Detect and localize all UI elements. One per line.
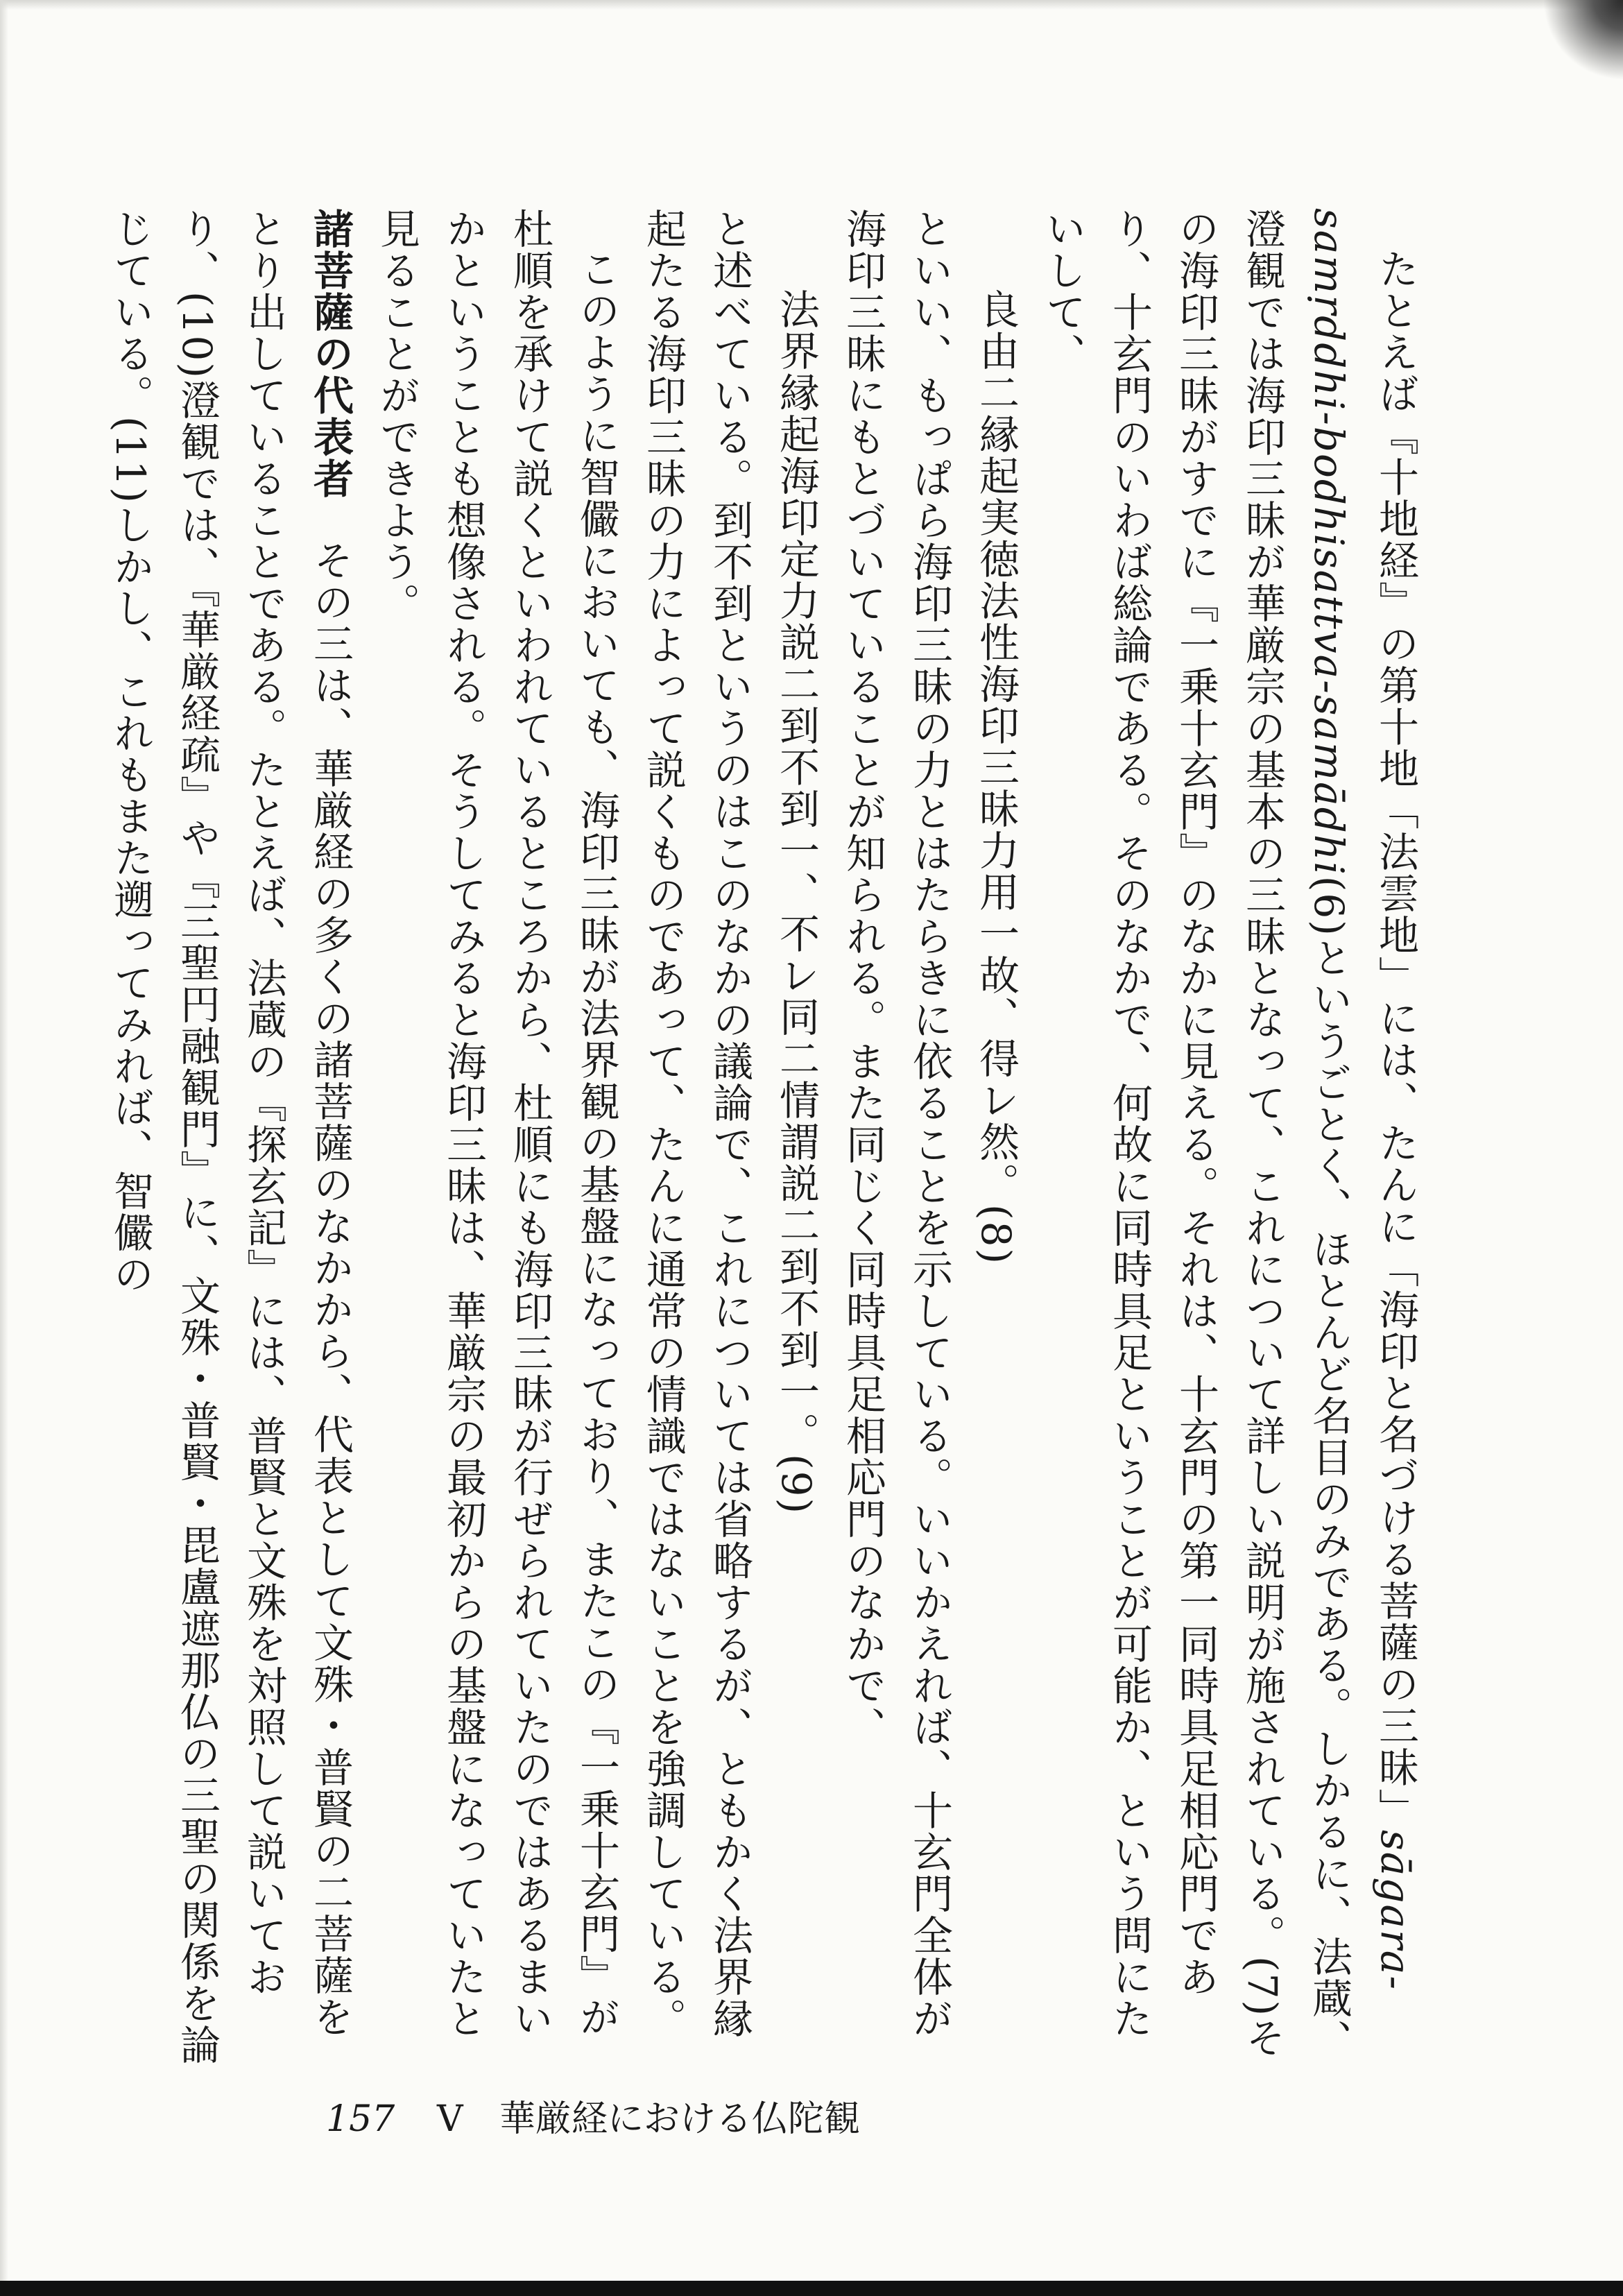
scan-edge-left [0, 0, 8, 2296]
paragraph-5-text: その三は、華厳経の多くの諸菩薩のなかから、代表として文殊・普賢の二菩薩をとり出していることである。たとえば、法蔵の『探玄記』には、普賢と文殊を対照して説いており、(10)澄観では、『華厳経疏』や『三聖円融観門』に、文殊・普賢・毘盧遮那仏の三聖の関係を論じている。(11)しかし、これもまた遡ってみれば、智儼の [107, 208, 354, 2066]
page-number: 157 [326, 2098, 395, 2140]
paragraph-3: と述べている。到不到というのはこのなかの議論で、これについては省略するが、ともかく法界縁起たる海印三昧の力によって説くものであって、たんに通常の情識ではないことを強調している。 [639, 208, 753, 2039]
quotation-2: 法界縁起海印定力説二到不到一、不レ同二情謂説二到不到一。(9) [773, 289, 820, 1516]
paragraph-5 [97, 208, 363, 2067]
scan-bottom-edge [0, 2281, 1623, 2296]
chapter-number: V [437, 2098, 463, 2140]
paragraph-1-text-b: (6)というごとく、ほとんど名目のみである。しかるに、法蔵、澄観では海印三昧が華厳宗の基本の三昧となって、これについて詳しい説明が施されている。(7)その海印三昧がすでに『一乗十玄門』のなかに見える。それは、十玄門の第一同時具足相応門であり、十玄門のいわば総論である。そのなかで、何故に同時具足ということが可能か、という問にたいして、 [1039, 208, 1352, 2061]
section-heading: 諸菩薩の代表者 [307, 208, 354, 499]
paragraph-4: このように智儼においても、海印三昧が法界観の基盤になっており、またこの『一乗十玄門』が杜順を承けて説くといわれているところから、杜順にも海印三昧が行ぜられていたのではあるまいかということも想像される。そうしてみると海印三昧は、華厳宗の最初からの基盤になっていたと見ることができよう。 [373, 208, 620, 2039]
paragraph-2: といい、もっぱら海印三昧の力とはたらきに依ることを示している。いいかえれば、十玄門全体が海印三昧にもとづいていることが知られる。また同じく同時具足相応門のなかで、 [839, 208, 953, 2039]
vertical-text-body [107, 208, 1429, 2067]
paragraph-1 [1029, 208, 1429, 2067]
page-corner-shadow [1526, 0, 1623, 90]
paragraph-1-roman-term: sāgara-samṛddhi-bodhisattva-samādhi [1305, 208, 1419, 1991]
quotation-1: 良由二縁起実徳法性海印三昧力用一故、得レ然。(8) [972, 289, 1020, 1266]
page-footer [326, 2095, 1297, 2143]
chapter-title: 華厳経における仏陀観 [499, 2098, 861, 2140]
heading-gap [310, 499, 350, 540]
paragraph-1-text-a: たとえば『十地経』の第十地「法雲地」には、たんに「海印と名づける菩薩の三昧」 [1372, 248, 1419, 1830]
scan-edge-top [0, 0, 1623, 10]
